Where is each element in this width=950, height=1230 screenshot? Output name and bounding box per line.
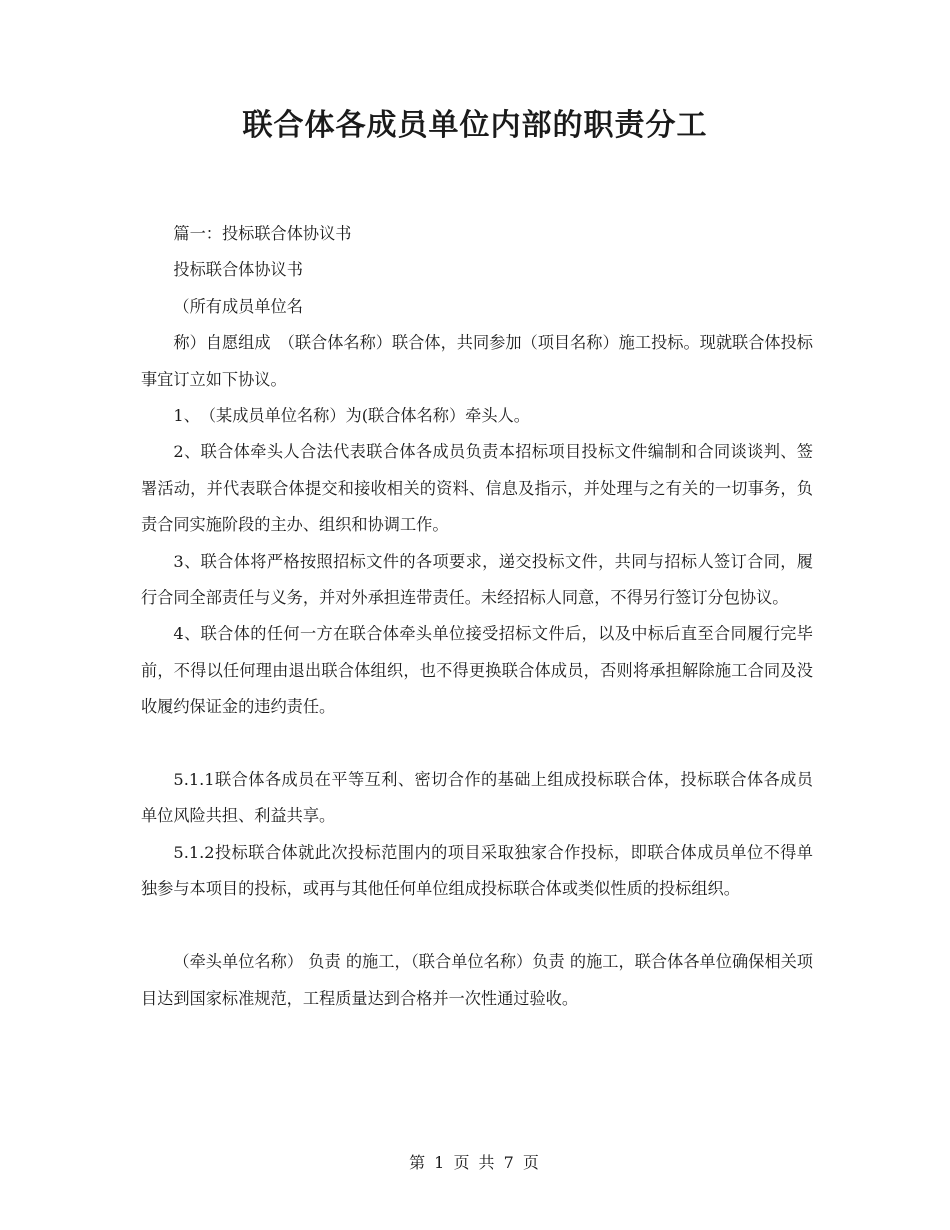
paragraph-clause-5-1-1: 5.1.1联合体各成员在平等互利、密切合作的基础上组成投标联合体，投标联合体各成员单位风险共担、利益共享。 [141, 770, 813, 826]
paragraph-spacer [141, 726, 813, 762]
paragraph-intro: 称）自愿组成 （联合体名称）联合体，共同参加（项目名称）施工投标。现就联合体投标事宜订立如下协议。 [141, 333, 813, 389]
paragraph-section-heading: 篇一：投标联合体协议书 [173, 224, 352, 243]
paragraph-member-names: （所有成员单位名 [173, 296, 303, 316]
document-body [141, 216, 813, 1017]
paragraph-agreement-title: 投标联合体协议书 [173, 260, 303, 280]
paragraph-clause-2: 2、联合体牵头人合法代表联合体各成员负责本招标项目投标文件编制和合同谈谈判、签署活动，并代表联合体提交和接收相关的资料、信息及指示，并处理与之有关的一切事务，负责合同实施阶段的主办、组织和协调工作。 [141, 442, 813, 535]
paragraph-clause-1: 1、 （某成员单位名称）为(联合体名称）牵头人。 [173, 406, 530, 426]
document-title: 联合体各成员单位内部的职责分工 [242, 108, 708, 143]
paragraph-responsibilities: （牵头单位名称） 负责 的施工，（联合单位名称）负责 的施工，联合体各单位确保相关项目达到国家标准规范，工程质量达到合格并一次性通过验收。 [141, 952, 813, 1008]
paragraph-spacer [141, 908, 813, 944]
paragraph-clause-4: 4、联合体的任何一方在联合体牵头单位接受招标文件后，以及中标后直至合同履行完毕前，不得以任何理由退出联合体组织，也不得更换联合体成员，否则将承担解除施工合同及没收履约保证金的违约责任。 [141, 624, 813, 717]
paragraph-clause-5-1-2: 5.1.2投标联合体就此次投标范围内的项目采取独家合作投标，即联合体成员单位不得单独参与本项目的投标，或再与其他任何单位组成投标联合体或类似性质的投标组织。 [141, 842, 813, 899]
paragraph-clause-3: 3、联合体将严格按照招标文件的各项要求，递交投标文件，共同与招标人签订合同，履行合同全部责任与义务，并对外承担连带责任。未经招标人同意，不得另行签订分包协议。 [141, 551, 813, 608]
page-number-footer: 第 1 页 共 7 页 [409, 1153, 541, 1172]
